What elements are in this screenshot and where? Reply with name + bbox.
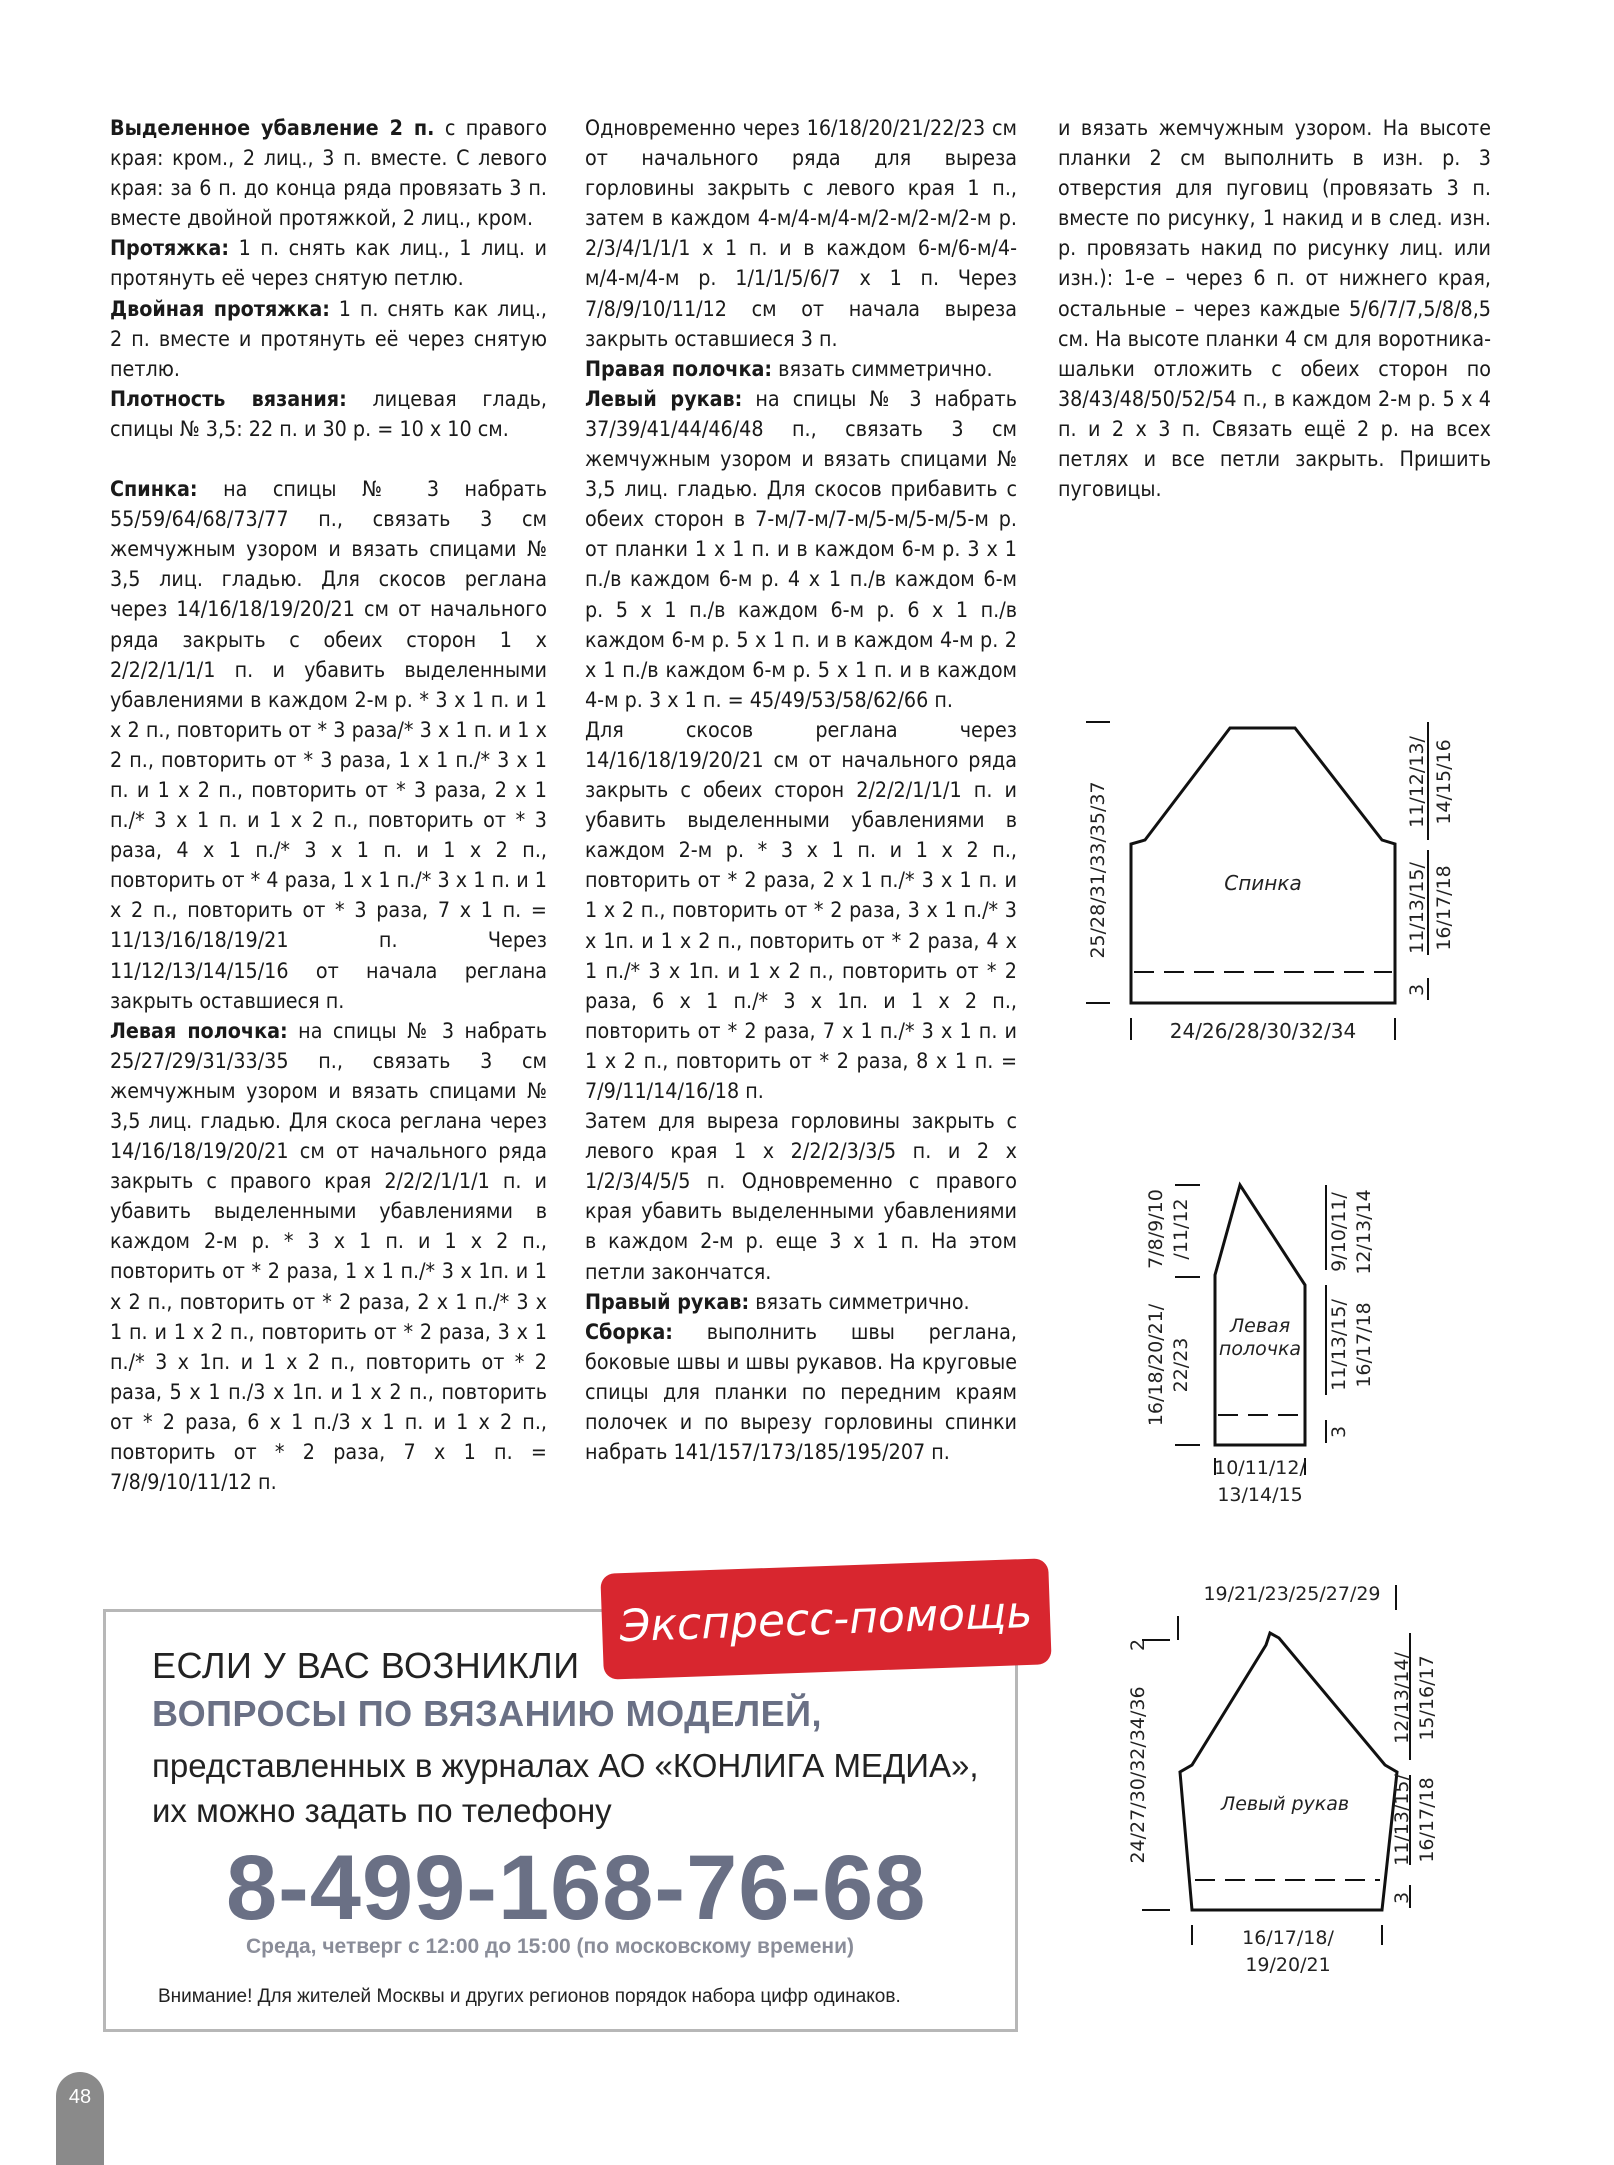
paragraph-heading: Спинка: <box>110 477 198 503</box>
sleeve-left-height: 24/27/30/32/34/36 <box>1127 1686 1149 1864</box>
page-number: 48 <box>56 2072 104 2165</box>
express-hours: Среда, четверг с 12:00 до 15:00 (по московскому времени) <box>246 1935 854 1958</box>
paragraph <box>585 1107 1017 1288</box>
paragraph-text: Затем для выреза горловины закрыть с левого края 1 х 2/2/2/3/3/5 п. и 2 х 1/2/3/4/5/5 п. Одновременно с правого края убавить выделенными убавлениями в каждом 2-м р. еще 3 х 1 п. На этом петли закончатся. <box>585 1109 1017 1285</box>
front-label-1: Левая <box>1229 1315 1291 1337</box>
sleeve-label: Левый рукав <box>1220 1793 1350 1815</box>
paragraph <box>110 295 547 385</box>
paragraph-text: на спицы № 3 набрать 55/59/64/68/73/77 п., связать 3 см жемчужным узором и вязать спицами № 3,5 лиц. гладью. Для скосов реглана через 14/16/18/19/20/21 см от начального ряда закрыть с обеих сторон 1 х 2/2/2/1/1/1 п. и убавить выделенными убавлениями в каждом 2-м р. * 3 х 1 п. и 1 х 2 п., повторить от * 3 раза/* 3 х 1 п. и 1 х 2 п., повторить от * 3 раза, 1 х 1 п./* 3 х 1 п. и 1 х 2 п., повторить от * 3 раза, 2 х 1 п./* 3 х 1 п. и 1 х 2 п., повторить от * 3 раза, 4 х 1 п./* 3 х 1 п. и 1 х 2 п., повторить от * 4 раза, 1 х 1 п./* 3 х 1 п. и 1 х 2 п., повторить от * 3 раза, 7 х 1 п. = 11/13/16/18/19/21 п. Через 11/12/13/14/15/16 от начала реглана закрыть оставшиеся п. <box>110 477 547 1014</box>
front-label-2: полочка <box>1218 1338 1302 1360</box>
back-width: 24/26/28/30/32/34 <box>1169 1019 1357 1043</box>
paragraph-text: Для скосов реглана через 14/16/18/19/20/21 см от начального ряда закрыть с обеих сторон 2/2/2/1/1/1 п. и убавить выделенными убавлениями в каждом 2-м р. * 3 х 1 п. и 1 х 2 п., повторить от * 2 раза, 2 х 1 п./* 3 х 1 п. и 1 х 2 п., повторить от * 2 раза, 3 х 1 п./* 3 х 1п. и 1 х 2 п., повторить от * 2 раза, 4 х 1 п./* 3 х 1п. и 1 х 2 п., повторить от * 2 раза, 6 х 1 п./* 3 х 1п. и 1 х 2 п., повторить от * 2 раза, 7 х 1 п./* 3 х 1 п. и 1 х 2 п., повторить от * 2 раза, 8 х 1 п. = 7/9/11/14/16/18 п. <box>585 717 1017 1104</box>
sleeve-right-top-2: 15/16/17 <box>1416 1655 1438 1741</box>
paragraph <box>110 234 547 294</box>
front-left-top-1: 7/8/9/10 <box>1145 1189 1167 1269</box>
express-help-tag: Экспресс-помощь <box>600 1558 1051 1680</box>
paragraph <box>585 1318 1017 1468</box>
paragraph <box>585 114 1017 355</box>
paragraph <box>110 385 547 445</box>
paragraph-text: на спицы № 3 набрать 37/39/41/44/46/48 п., связать 3 см жемчужным узором и вязать спицами № 3,5 лиц. гладью. Для скосов прибавить с обеих сторон в 7-м/7-м/7-м/5-м/5-м/5-м р. от планки 1 х 1 п. и в каждом 6-м р. 3 х 1 п./в каждом 6-м р. 4 х 1 п./в каждом 6-м р. 5 х 1 п./в каждом 6-м р. 6 х 1 п./в каждом 6-м р. 5 х 1 п. и в каждом 4-м р. 2 х 1 п./в каждом 6-м р. 5 х 1 п. и в каждом 4-м р. 3 х 1 п. = 45/49/53/58/62/66 п. <box>585 386 1017 713</box>
text-column-3 <box>1058 114 1491 505</box>
front-right-mid-2: 16/17/18 <box>1353 1302 1375 1388</box>
front-left-bottom-2: 22/23 <box>1170 1337 1192 1393</box>
front-width-1: 10/11/12/ <box>1214 1457 1306 1479</box>
front-right-top-2: 12/13/14 <box>1353 1189 1375 1275</box>
sleeve-top-height: 2 <box>1127 1638 1149 1652</box>
sleeve-bottom-width-2: 19/20/21 <box>1245 1954 1331 1976</box>
sleeve-band: 3 <box>1391 1891 1413 1905</box>
back-height-left: 25/28/31/33/35/37 <box>1087 781 1109 959</box>
paragraph <box>585 385 1017 716</box>
text-column-1 <box>110 114 547 1498</box>
paragraph <box>110 475 547 1017</box>
paragraph-text: выполнить швы реглана, боковые швы и швы рукавов. На круговые спицы для планки по передним краям полочек и по вырезу горловины спинки набрать 141/157/173/185/195/207 п. <box>585 1319 1017 1466</box>
sleeve-shape <box>1180 1633 1397 1910</box>
paragraph-heading: Сборка: <box>585 1319 673 1345</box>
express-note: Внимание! Для жителей Москвы и других регионов порядок набора цифр одинаков. <box>158 1986 901 2007</box>
paragraph <box>585 1288 1017 1318</box>
sleeve-right-mid-1: 11/13/15/ <box>1391 1774 1413 1866</box>
paragraph-heading: Двойная протяжка: <box>110 296 330 322</box>
front-right-top-1: 9/10/11/ <box>1328 1192 1350 1272</box>
paragraph-text: вязать симметрично. <box>749 1289 970 1315</box>
sleeve-bottom-width-1: 16/17/18/ <box>1242 1927 1334 1949</box>
paragraph-text: Одновременно через 16/18/20/21/22/23 см от начального ряда для выреза горловины закрыть с левого края 1 п., затем в каждом 4-м/4-м/4-м/2-м/2-м/2-м р. 2/3/4/1/1/1 х 1 п. и в каждом 6-м/6-м/4-м/4-м/4-м р. 1/1/1/5/6/7 х 1 п. Через 7/8/9/10/11/12 см от начала выреза закрыть оставшиеся 3 п. <box>585 116 1017 352</box>
paragraph-heading: Левая полочка: <box>110 1018 288 1044</box>
paragraph-text: 1 п. снять как лиц., 1 лиц. и протянуть её через снятую петлю. <box>110 236 547 292</box>
front-band: 3 <box>1328 1425 1350 1439</box>
express-line-4: их можно задать по телефону <box>152 1792 612 1829</box>
front-left-top-2: /11/12 <box>1170 1198 1192 1260</box>
express-line-3 <box>152 1743 979 1833</box>
paragraph <box>110 1017 547 1499</box>
paragraph <box>1058 114 1491 505</box>
paragraph <box>585 355 1017 385</box>
express-line-3a: представленных в журналах АО «КОНЛИГА МЕДИА», <box>152 1747 979 1784</box>
paragraph-heading: Левый рукав: <box>585 386 743 412</box>
express-line-1: ЕСЛИ У ВАС ВОЗНИКЛИ <box>152 1645 580 1686</box>
paragraph-heading: Правая полочка: <box>585 356 773 382</box>
sleeve-top-width: 19/21/23/25/27/29 <box>1203 1583 1381 1605</box>
back-band: 3 <box>1406 983 1428 997</box>
paragraph <box>585 716 1017 1107</box>
paragraph-text: вязать симметрично. <box>772 356 993 382</box>
paragraph-heading: Протяжка: <box>110 236 229 262</box>
back-height-top-right-2: 14/15/16 <box>1433 739 1455 825</box>
back-shape <box>1131 728 1395 1003</box>
back-diagram <box>1060 700 1480 1060</box>
paragraph-text: с правого края: кром., 2 лиц., 3 п. вместе. С левого края: за 6 п. до конца ряда провязать 3 п. вместе двойной протяжкой, 2 лиц., кром. <box>110 116 547 232</box>
paragraph-text: лицевая гладь, спицы № 3,5: 22 п. и 30 р. = 10 х 10 см. <box>110 386 548 442</box>
front-width-2: 13/14/15 <box>1217 1484 1303 1506</box>
text-column-2 <box>585 114 1017 1468</box>
paragraph-text: и вязать жемчужным узором. На высоте планки 2 см выполнить в изн. р. 3 отверстия для пуговиц (провязать 3 п. вместе по рисунку, 1 накид и в след. изн. р. провязать накид по рисунку лиц. или изн.): 1-е – через 6 п. от нижнего края, остальные – через каждые 5/6/7/7,5/8/8,5 см. На высоте планки 4 см для воротника-шальки отложить с обеих сторон по 38/43/48/50/52/54 п., в каждом 2-м р. 5 х 4 п. и 2 х 3 п. Связать ещё 2 р. на всех петлях и все петли закрыть. Пришить пуговицы. <box>1058 116 1491 503</box>
express-phone[interactable]: 8-499-168-76-68 <box>226 1837 927 1939</box>
sleeve-right-top-1: 12/13/14/ <box>1391 1652 1413 1744</box>
front-right-mid-1: 11/13/15/ <box>1328 1299 1350 1391</box>
paragraph-heading: Выделенное убавление 2 п. <box>110 116 435 141</box>
paragraph-text: на спицы № 3 набрать 25/27/29/31/33/35 п., связать 3 см жемчужным узором и вязать спицами № 3,5 лиц. гладью. Для скоса реглана через 14/16/18/19/20/21 см от начального ряда закрыть с правого края 2/2/2/1/1/1 п. и убавить выделенными убавлениями в каждом 2-м р. * 3 х 1 п. и 1 х 2 п., повторить от * 2 раза, 1 х 1 п./* 3 х 1п. и 1 х 2 п., повторить от * 2 раза, 2 х 1 п./* 3 х 1 п. и 1 х 2 п., повторить от * 2 раза, 3 х 1 п./* 3 х 1п. и 1 х 2 п., повторить от * 2 раза, 5 х 1 п./3 х 1п. и 1 х 2 п., повторить от * 2 раза, 6 х 1 п./3 х 1 п. и 1 х 2 п., повторить от * 2 раза, 7 х 1 п. = 7/8/9/10/11/12 п. <box>110 1018 547 1496</box>
back-label: Спинка <box>1224 871 1302 895</box>
paragraph <box>110 114 547 234</box>
back-height-mid-right-1: 11/13/15/ <box>1406 862 1428 954</box>
sleeve-right-mid-2: 16/17/18 <box>1416 1777 1438 1863</box>
back-height-mid-right-2: 16/17/18 <box>1433 865 1455 951</box>
paragraph-heading: Плотность вязания: <box>110 386 347 412</box>
paragraph-text: 1 п. снять как лиц., 2 п. вместе и протянуть её через снятую петлю. <box>110 296 547 382</box>
sleeve-diagram <box>1120 1570 1450 1990</box>
express-line-2: ВОПРОСЫ ПО ВЯЗАНИЮ МОДЕЛЕЙ, <box>152 1693 822 1734</box>
back-height-top-right-1: 11/12/13/ <box>1406 736 1428 828</box>
front-diagram <box>1140 1175 1410 1515</box>
paragraph-heading: Правый рукав: <box>585 1289 750 1315</box>
front-left-bottom-1: 16/18/20/21/ <box>1145 1303 1167 1427</box>
